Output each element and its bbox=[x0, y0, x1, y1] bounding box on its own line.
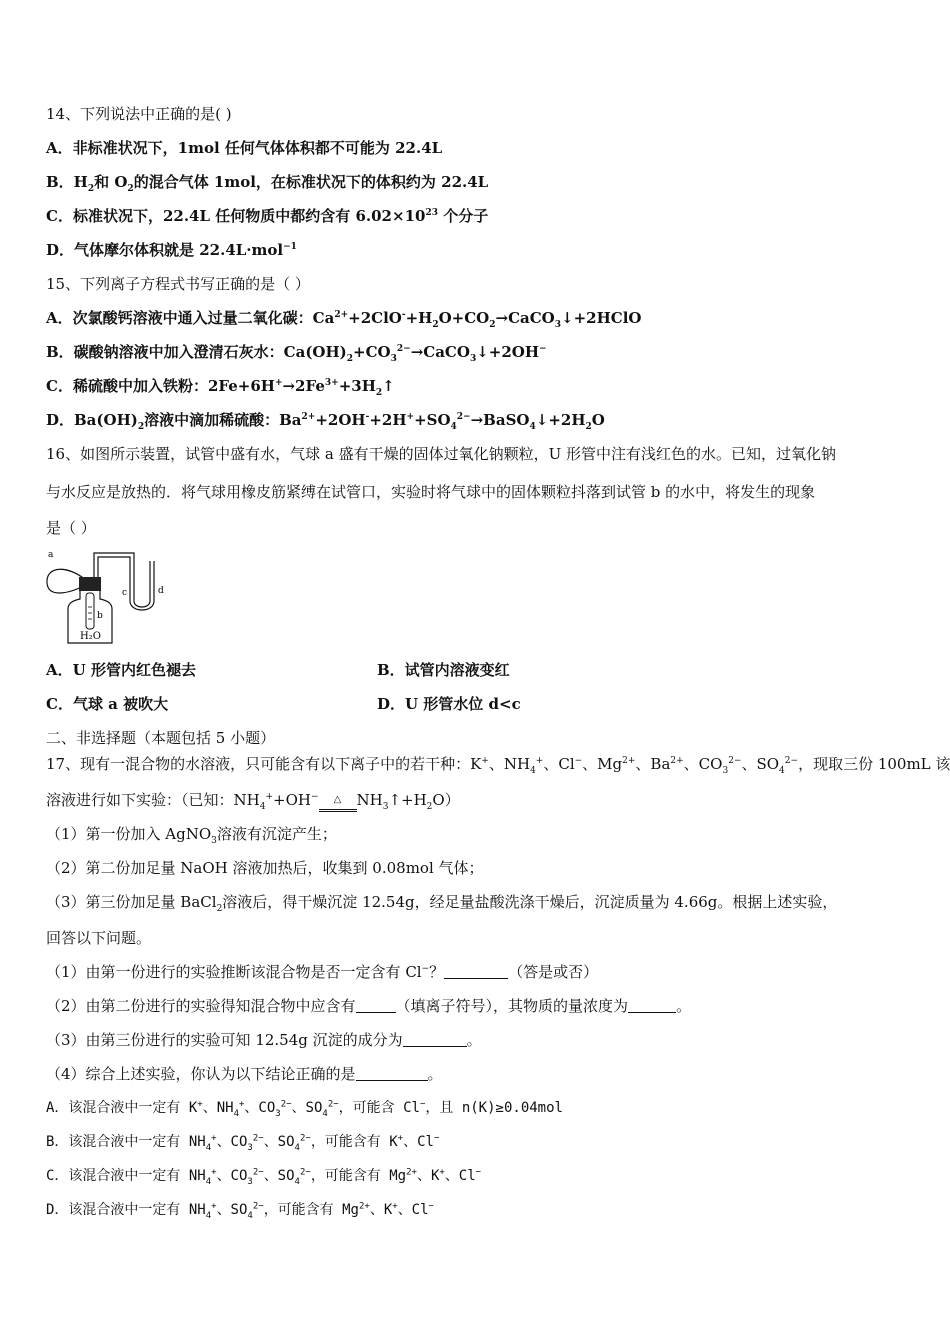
q16-option-b: B．试管内溶液变红 bbox=[377, 661, 510, 679]
q17-option-a: A．该混合液中一定有 K+、$NH_4^+$、$CO_3^{2-}$、$SO_4^{2-}$，可能含 Cl−，且 n(K)≥0.04mol bbox=[46, 1099, 563, 1119]
apparatus-diagram bbox=[44, 547, 184, 647]
label-water: H₂O bbox=[80, 631, 101, 642]
q17-stem-line1: 17、现有一混合物的水溶液，只可能含有以下离子中的若干种：K+、$NH_4^+$、Cl−、$Mg^{2+}$、$Ba^{2+}$、$CO_3^{2-}$、$SO_4^{2-}$，现取三份 100mL 该 bbox=[46, 755, 950, 776]
q16-stem-line1: 16、如图所示装置，试管中盛有水，气球 a 盛有干燥的固体过氧化钠颗粒，U 形管中注有浅红色的水。已知，过氧化钠 bbox=[46, 445, 836, 463]
q15-option-c: C．稀硫酸中加入铁粉：$2Fe+6H^+\to 2Fe^{3+}+3H_2↑$ bbox=[46, 377, 395, 398]
inner-tube-b bbox=[86, 593, 94, 629]
answer-blank-3[interactable] bbox=[403, 1032, 467, 1047]
q16-option-c: C．气球 a 被吹大 bbox=[46, 695, 169, 713]
answer-blank-2a[interactable] bbox=[356, 998, 396, 1013]
q14-option-b: B．$H_2$和 $O_2$的混合气体 1mol，在标准状况下的体积约为 22.4L bbox=[46, 173, 489, 194]
answer-blank-2b[interactable] bbox=[628, 998, 676, 1013]
q17-option-d: D．该混合液中一定有 $NH_4^+$、$SO_4^{2-}$，可能含有 $Mg^{2+}$、K+、Cl− bbox=[46, 1201, 434, 1221]
q17-question2: （2）由第二份进行的实验得知混合物中应含有 （填离子符号），其物质的量浓度为 。 bbox=[46, 997, 692, 1015]
q17-question3: （3）由第三份进行的实验可知 12.54g 沉淀的成分为 。 bbox=[46, 1031, 482, 1049]
q17-question1: （1）由第一份进行的实验推断该混合物是否一定含有 Cl−？ （答是或否） bbox=[46, 963, 599, 981]
q14-option-c: C．标准状况下，22.4L 任何物质中都约含有 $6.02\times 10^{23}$ 个分子 bbox=[46, 207, 489, 225]
q17-step3: （3）第三份加足量 BaCl$_2$溶液后，得干燥沉淀 12.54g，经足量盐酸洗涤干燥后，沉淀质量为 4.66g。根据上述实验， bbox=[46, 893, 838, 914]
q15-option-b: B．碳酸钠溶液中加入澄清石灰水：$Ca(OH)_2+CO_3^{2-}\to CaCO_3↓+2OH^-$ bbox=[46, 343, 547, 364]
q17-stem-line2: 溶液进行如下实验：（已知：$NH_4^++OH^-$ △ $NH_3↑+H_2O$） bbox=[46, 791, 460, 812]
q15-option-a: A．次氯酸钙溶液中通入过量二氧化碳：$Ca^{2+}+2ClO^-+H_2O+CO_2\to CaCO_3↓+2HClO$ bbox=[46, 309, 642, 330]
answer-blank-1[interactable] bbox=[444, 964, 508, 979]
q16-stem-line2: 与水反应是放热的．将气球用橡皮筋紧缚在试管口，实验时将气球中的固体颗粒抖落到试管 b 的水中，将发生的现象 bbox=[46, 483, 816, 501]
q17-step2: （2）第二份加足量 NaOH 溶液加热后，收集到 0.08mol 气体； bbox=[46, 859, 484, 877]
heat-condition-symbol: △ bbox=[319, 795, 357, 812]
label-b: b bbox=[97, 611, 103, 621]
section-2-heading: 二、非选择题（本题包括 5 小题） bbox=[46, 729, 276, 747]
q17-option-c: C．该混合液中一定有 $NH_4^+$、$CO_3^{2-}$、$SO_4^{2-}$，可能含有 $Mg^{2+}$、K+、Cl− bbox=[46, 1167, 482, 1187]
q15-option-d: D．$Ba(OH)_2$溶液中滴加稀硫酸：$Ba^{2+}+2OH^-+2H^++SO_4^{2-}\to BaSO_4↓+2H_2O$ bbox=[46, 411, 605, 432]
q17-question4: （4）综合上述实验，你认为以下结论正确的是 。 bbox=[46, 1065, 443, 1083]
rubber-stopper bbox=[79, 577, 101, 591]
label-d: d bbox=[158, 586, 164, 596]
q17-option-b: B．该混合液中一定有 $NH_4^+$、$CO_3^{2-}$、$SO_4^{2-}$，可能含有 K+、Cl− bbox=[46, 1133, 440, 1153]
q14-option-a: A．非标准状况下，1mol 任何气体体积都不可能为 22.4L bbox=[46, 139, 443, 157]
label-a: a bbox=[48, 550, 54, 560]
q16-option-a: A．U 形管内红色褪去 bbox=[46, 661, 196, 679]
label-c: c bbox=[122, 588, 128, 598]
q17-step1: （1）第一份加入 AgNO$_3$溶液有沉淀产生； bbox=[46, 825, 337, 846]
q16-option-d: D．U 形管水位 d<c bbox=[377, 695, 521, 713]
answer-blank-4[interactable] bbox=[356, 1066, 428, 1081]
q17-step3-cont: 回答以下问题。 bbox=[46, 929, 152, 947]
q15-stem: 15、下列离子方程式书写正确的是（ ） bbox=[46, 275, 310, 293]
q14-option-d: D．气体摩尔体积就是 22.4L·mol$^{-1}$ bbox=[46, 241, 297, 259]
q14-stem: 14、下列说法中正确的是( ) bbox=[46, 105, 232, 123]
q16-stem-line3: 是（ ） bbox=[46, 519, 96, 537]
